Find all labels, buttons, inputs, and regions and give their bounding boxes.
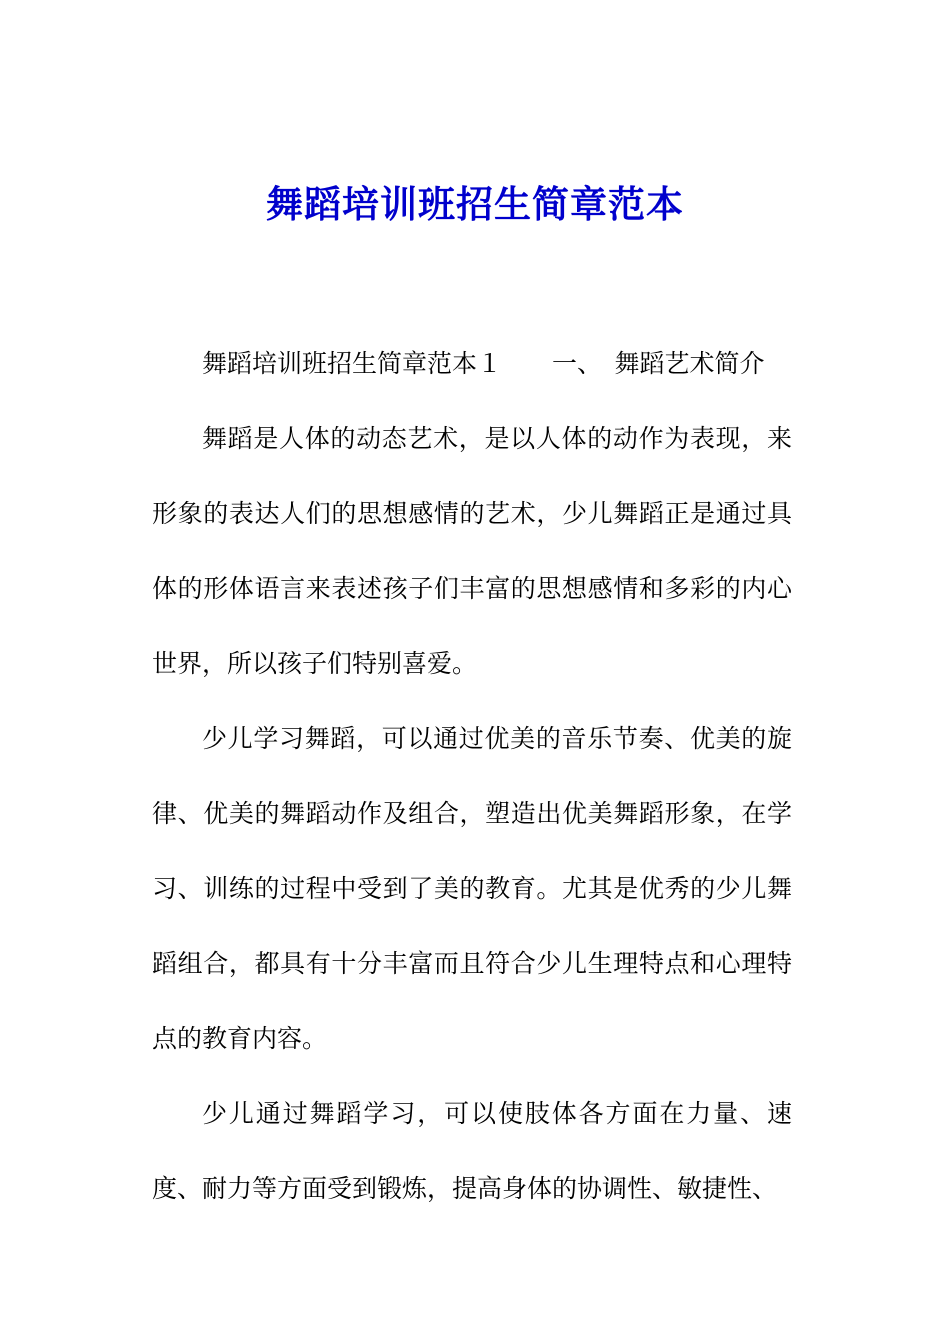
document-body xyxy=(152,326,792,1226)
document-title: 舞蹈培训班招生简章范本 xyxy=(266,182,684,226)
body-paragraph-3: 少儿通过舞蹈学习，可以使肢体各方面在力量、速度、耐力等方面受到锻炼，提高身体的协调性、敏捷性、 xyxy=(152,1099,792,1203)
body-paragraph-1: 舞蹈是人体的动态艺术，是以人体的动作为表现，来形象的表达人们的思想感情的艺术，少儿舞蹈正是通过具体的形体语言来表述孩子们丰富的思想感情和多彩的内心世界，所以孩子们特别喜爱。 xyxy=(152,424,792,678)
body-paragraph-2: 少儿学习舞蹈，可以通过优美的音乐节奏、优美的旋律、优美的舞蹈动作及组合，塑造出优美舞蹈形象，在学习、训练的过程中受到了美的教育。尤其是优秀的少儿舞蹈组合，都具有十分丰富而且符合少儿生理特点和心理特点的教育内容。 xyxy=(152,724,792,1053)
section-heading-line: 舞蹈培训班招生简章范本１ 一、 舞蹈艺术简介 xyxy=(202,349,765,378)
